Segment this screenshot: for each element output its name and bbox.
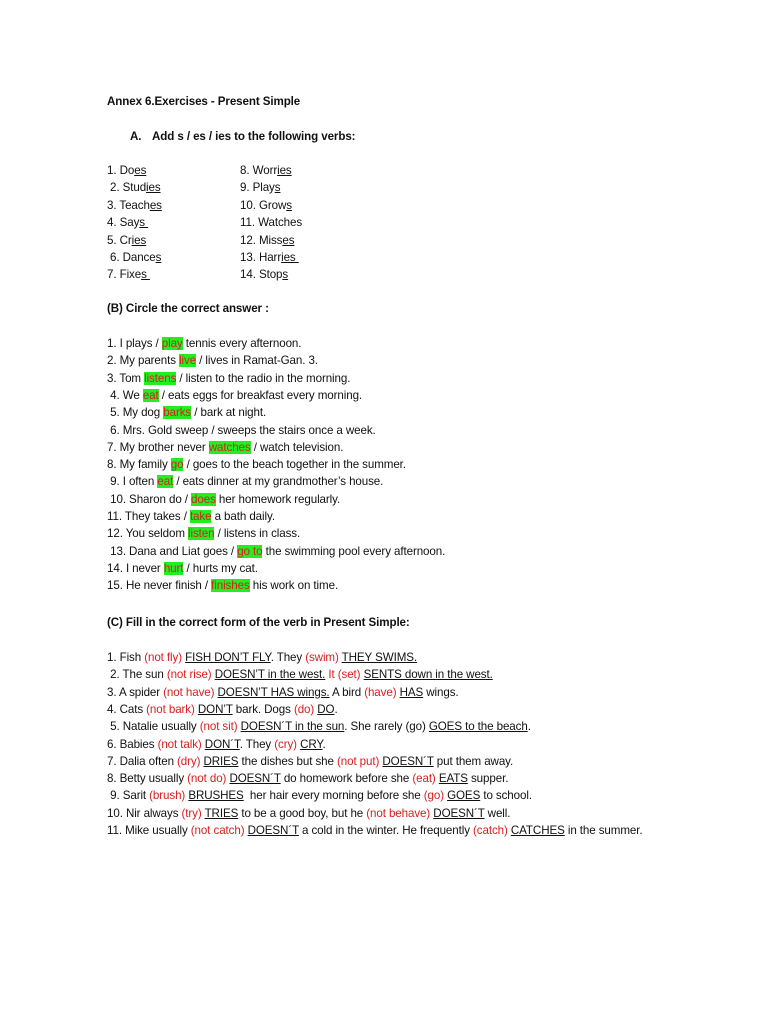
highlighted-answer: live bbox=[179, 354, 197, 368]
answer-item bbox=[107, 473, 383, 490]
answer-item bbox=[107, 560, 258, 577]
fill-item bbox=[107, 770, 508, 787]
sentence-text: . bbox=[334, 702, 338, 716]
section-b-heading: (B) Circle the correct answer : bbox=[107, 302, 269, 315]
verb-item bbox=[110, 249, 161, 266]
answer-text: / hurts my cat. bbox=[183, 561, 258, 575]
verb-prompt: (not sit) bbox=[199, 720, 238, 734]
verb-prompt: (set) bbox=[337, 668, 361, 682]
verb-text: 4. Say bbox=[107, 216, 140, 230]
verb-suffix: ies bbox=[146, 181, 161, 195]
filled-answer: EATS bbox=[438, 772, 468, 786]
fill-item bbox=[107, 666, 493, 683]
verb-suffix: s bbox=[141, 268, 150, 282]
section-c-heading: (C) Fill in the correct form of the verb in Present Simple: bbox=[107, 616, 410, 629]
highlighted-answer: watches bbox=[208, 440, 251, 454]
verb-prompt: (not do) bbox=[187, 772, 227, 786]
fill-item bbox=[107, 701, 338, 718]
answer-text: 9. I often bbox=[107, 475, 158, 489]
filled-answer: CRY bbox=[300, 737, 323, 751]
highlighted-answer: go bbox=[170, 458, 184, 472]
filled-answer: FISH DON’T FLY bbox=[185, 651, 271, 664]
answer-item bbox=[107, 370, 350, 387]
highlighted-answer: listens bbox=[144, 371, 177, 385]
answer-item bbox=[107, 387, 362, 404]
verb-suffix: es bbox=[149, 198, 162, 212]
verb-prompt: (not rise) bbox=[166, 668, 212, 682]
verb-prompt: (not fly) bbox=[144, 651, 182, 664]
sentence-text: to be a good boy, but he bbox=[238, 806, 367, 820]
verb-prompt: (do) bbox=[293, 702, 315, 716]
verb-text: 11. Watches bbox=[240, 216, 303, 230]
answer-text: 14. I never bbox=[107, 561, 164, 575]
highlighted-answer: barks bbox=[163, 406, 192, 420]
answer-item bbox=[107, 491, 340, 508]
sentence-text: the dishes but she bbox=[238, 754, 337, 768]
answer-item bbox=[107, 404, 266, 421]
verb-item bbox=[240, 232, 294, 249]
answer-text: / eats eggs for breakfast every morning. bbox=[158, 388, 363, 402]
filled-answer: DOESN´T bbox=[229, 772, 281, 786]
filled-answer: DOESN´T bbox=[382, 754, 434, 768]
sentence-text: a cold in the winter. He frequently bbox=[298, 824, 474, 837]
sentence-text: 3. A spider bbox=[107, 685, 164, 699]
verb-text: 6. Dance bbox=[110, 251, 156, 264]
answer-text: his work on time. bbox=[249, 579, 339, 593]
verb-prompt: (not have) bbox=[163, 685, 215, 699]
filled-answer: DON´T bbox=[204, 737, 240, 751]
verb-item bbox=[240, 162, 292, 179]
verb-suffix: ies bbox=[281, 251, 299, 264]
answer-text: 5. My dog bbox=[107, 406, 164, 420]
sentence-text: . They bbox=[270, 651, 306, 664]
verb-text: 2. Stud bbox=[110, 181, 147, 195]
fill-item bbox=[107, 822, 652, 839]
answer-item bbox=[107, 456, 406, 473]
filled-answer: GOES bbox=[447, 789, 481, 803]
highlighted-answer: eat bbox=[142, 388, 159, 402]
sentence-text: put them away. bbox=[433, 754, 514, 768]
fill-item bbox=[107, 718, 531, 735]
answer-item bbox=[107, 543, 445, 560]
sentence-text: 8. Betty usually bbox=[107, 772, 188, 786]
page-title: Annex 6.Exercises - Present Simple bbox=[107, 95, 301, 108]
verb-suffix: ies bbox=[131, 233, 147, 247]
answer-text: 1. I plays / bbox=[107, 337, 162, 350]
sentence-text: 10. Nir always bbox=[107, 806, 182, 820]
answer-item bbox=[107, 508, 275, 525]
verb-prompt: (not catch) bbox=[190, 824, 245, 837]
verb-text: 12. Miss bbox=[240, 233, 283, 247]
highlighted-answer: take bbox=[189, 510, 212, 523]
answer-item bbox=[107, 352, 318, 369]
answer-text: / goes to the beach together in the summer. bbox=[183, 458, 406, 472]
answer-text: 4. We bbox=[107, 388, 143, 402]
verb-suffix: s bbox=[282, 268, 289, 282]
highlighted-answer: hurt bbox=[163, 561, 184, 575]
answer-text: a bath daily. bbox=[211, 510, 275, 523]
verb-prompt: (not talk) bbox=[157, 737, 202, 751]
sentence-text: . They bbox=[239, 737, 275, 751]
sentence-text: . bbox=[322, 737, 326, 751]
sentence-text: . bbox=[527, 720, 531, 734]
sentence-text: supper. bbox=[467, 772, 509, 786]
verb-suffix: es bbox=[134, 164, 147, 177]
filled-answer: HAS bbox=[399, 685, 424, 699]
filled-answer: DOESN’T in the west. bbox=[214, 668, 326, 682]
sentence-text: 9. Sarit bbox=[107, 789, 150, 803]
filled-answer: GOES to the beach bbox=[428, 720, 528, 734]
sentence-text: 7. Dalia often bbox=[107, 754, 178, 768]
answer-text: 8. My family bbox=[107, 458, 171, 472]
verb-text: 7. Fixe bbox=[107, 268, 142, 282]
highlighted-answer: play bbox=[161, 337, 183, 350]
answer-text: / bark at night. bbox=[191, 406, 267, 420]
verb-text: 8. Worr bbox=[240, 164, 278, 177]
verb-item bbox=[240, 197, 292, 214]
sentence-text: 11. Mike usually bbox=[107, 824, 191, 837]
filled-answer: DOESN’T HAS wings. bbox=[217, 685, 330, 699]
answer-text: the swimming pool every afternoon. bbox=[262, 544, 446, 558]
highlighted-answer: does bbox=[191, 492, 216, 506]
sentence-text: . She rarely (go) bbox=[344, 720, 429, 734]
highlighted-answer: finishes bbox=[211, 579, 250, 593]
answer-text: / watch television. bbox=[250, 440, 344, 454]
sentence-text: to school. bbox=[480, 789, 532, 803]
verb-prompt: (swim) bbox=[305, 651, 339, 664]
sentence-text: her hair every morning before she bbox=[243, 789, 424, 803]
answer-text: 10. Sharon do / bbox=[107, 492, 192, 506]
verb-prompt: (try) bbox=[181, 806, 202, 820]
verb-prompt: (eat) bbox=[412, 772, 436, 786]
verb-item bbox=[240, 214, 302, 231]
fill-item bbox=[107, 753, 513, 770]
answer-text: 2. My parents bbox=[107, 354, 180, 368]
sentence-text: well. bbox=[484, 806, 511, 820]
answer-item bbox=[107, 422, 376, 439]
sentence-text: in the summer. bbox=[564, 824, 643, 837]
verb-item bbox=[107, 232, 146, 249]
section-a-marker: A. bbox=[130, 130, 142, 143]
answer-item bbox=[107, 335, 301, 352]
highlighted-answer: eat bbox=[157, 475, 174, 489]
sentence-text: 6. Babies bbox=[107, 737, 158, 751]
sentence-text: do homework before she bbox=[280, 772, 413, 786]
filled-answer: CATCHES bbox=[510, 824, 565, 837]
fill-item bbox=[107, 787, 532, 804]
sentence-text: wings. bbox=[423, 685, 459, 699]
verb-suffix: s bbox=[139, 216, 149, 230]
sentence-text: bark. Dogs bbox=[232, 702, 294, 716]
answer-text: / eats dinner at my grandmother’s house. bbox=[173, 475, 384, 489]
verb-suffix: s bbox=[286, 198, 292, 212]
answer-text: 6. Mrs. Gold sweep / sweeps the stairs once a week. bbox=[107, 423, 376, 437]
answer-text: 12. You seldom bbox=[107, 527, 189, 541]
answer-text: / listen to the radio in the morning. bbox=[176, 371, 351, 385]
answer-text: / lives in Ramat-Gan. 3. bbox=[196, 354, 318, 368]
sentence-text: 1. Fish bbox=[107, 651, 145, 664]
verb-prompt: (not put) bbox=[336, 754, 380, 768]
verb-text: 5. Cr bbox=[107, 233, 132, 247]
answer-text: 15. He never finish / bbox=[107, 579, 212, 593]
filled-answer: TRIES bbox=[204, 806, 239, 820]
filled-answer: DOESN´T in the sun bbox=[240, 720, 345, 734]
verb-prompt: (cry) bbox=[274, 737, 297, 751]
filled-answer: BRUSHES bbox=[188, 789, 244, 803]
verb-prompt: (go) bbox=[423, 789, 444, 803]
verb-text: 3. Teach bbox=[107, 198, 150, 212]
filled-answer: SENTS down in the west. bbox=[363, 668, 493, 682]
verb-text: 14. Stop bbox=[240, 268, 283, 282]
sentence-text: 5. Natalie usually bbox=[107, 720, 200, 734]
fill-item bbox=[107, 805, 510, 822]
answer-text: / listens in class. bbox=[214, 527, 301, 541]
verb-item bbox=[107, 162, 146, 179]
verb-text: 9. Play bbox=[240, 181, 275, 195]
verb-text: 13. Harr bbox=[240, 251, 282, 264]
highlighted-answer: listen bbox=[188, 527, 215, 541]
verb-prompt: (not behave) bbox=[366, 806, 431, 820]
verb-prompt: (dry) bbox=[177, 754, 201, 768]
verb-item bbox=[107, 266, 150, 283]
verb-suffix: ies bbox=[277, 164, 292, 177]
filled-answer: DOESN´T bbox=[247, 824, 299, 837]
answer-text: tennis every afternoon. bbox=[182, 337, 302, 350]
verb-item bbox=[107, 197, 162, 214]
verb-item bbox=[240, 179, 280, 196]
verb-item bbox=[110, 179, 161, 196]
verb-prompt: It bbox=[328, 668, 335, 682]
fill-item bbox=[107, 684, 459, 701]
sentence-text: 4. Cats bbox=[107, 702, 147, 716]
verb-suffix: s bbox=[155, 251, 162, 264]
answer-text: her homework regularly. bbox=[215, 492, 341, 506]
verb-text: 10. Grow bbox=[240, 198, 287, 212]
verb-prompt: (brush) bbox=[149, 789, 186, 803]
answer-text: 3. Tom bbox=[107, 371, 145, 385]
verb-prompt: (not bark) bbox=[146, 702, 195, 716]
answer-text: 7. My brother never bbox=[107, 440, 209, 454]
section-a-heading: Add s / es / ies to the following verbs: bbox=[152, 130, 356, 143]
verb-text: 1. Do bbox=[107, 164, 135, 177]
highlighted-answer: go to bbox=[237, 544, 263, 558]
verb-prompt: (have) bbox=[364, 685, 397, 699]
filled-answer: DOESN´T bbox=[433, 806, 485, 820]
answer-item bbox=[107, 577, 338, 594]
filled-answer: DRIES bbox=[203, 754, 239, 768]
filled-answer: THEY SWIMS. bbox=[341, 651, 418, 664]
sentence-text: A bird bbox=[329, 685, 365, 699]
sentence-text: 2. The sun bbox=[107, 668, 167, 682]
answer-text: 11. They takes / bbox=[107, 510, 190, 523]
verb-suffix: s bbox=[274, 181, 281, 195]
fill-item bbox=[107, 649, 417, 666]
answer-text: 13. Dana and Liat goes / bbox=[107, 544, 238, 558]
answer-item bbox=[107, 525, 300, 542]
verb-item bbox=[240, 266, 288, 283]
filled-answer: DON’T bbox=[197, 702, 233, 716]
fill-item bbox=[107, 736, 326, 753]
verb-prompt: (catch) bbox=[473, 824, 508, 837]
verb-suffix: es bbox=[282, 233, 295, 247]
verb-item bbox=[107, 214, 148, 231]
filled-answer: DO bbox=[317, 702, 335, 716]
verb-item bbox=[240, 249, 299, 266]
answer-item bbox=[107, 439, 343, 456]
